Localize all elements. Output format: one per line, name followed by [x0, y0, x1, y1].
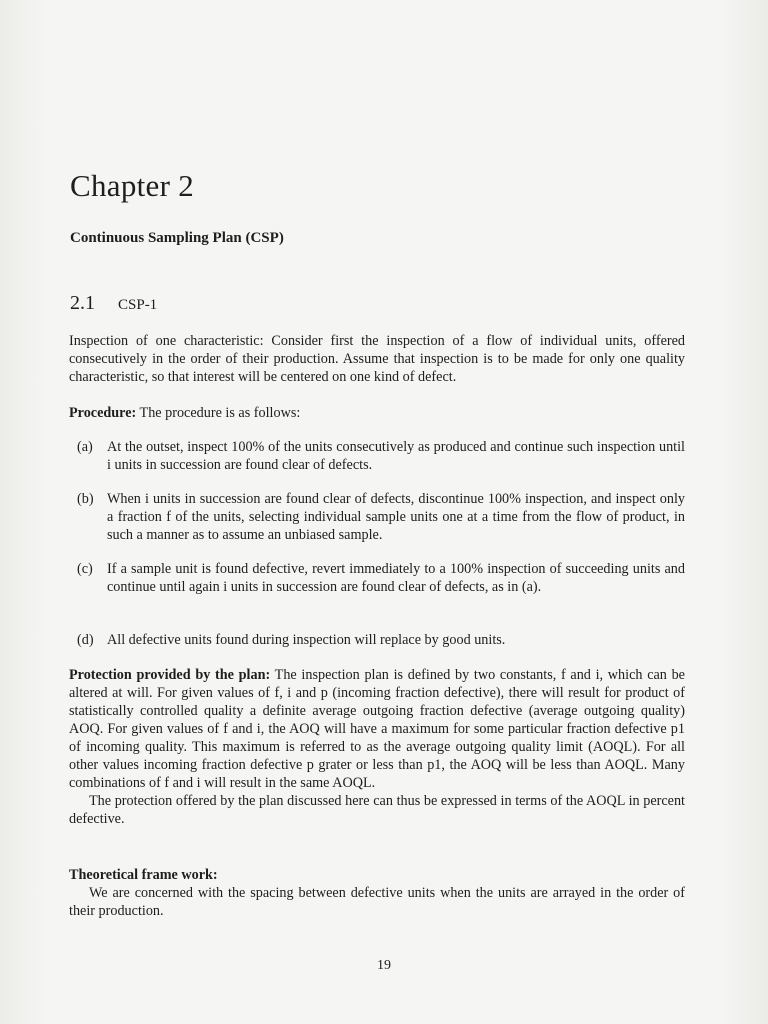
item-text: If a sample unit is found defective, revert immediately to a 100% inspection of succeeding units and continue until again i units in succession are found clear of defects, as in (a). [107, 561, 685, 595]
item-label: (c) [77, 561, 93, 577]
protection-text: The inspection plan is defined by two constants, f and i, which can be altered at will. For given values of f, i and p (incoming fraction defective), there will result for product of statistically controlled quality a definite average outgoing fraction defective (average outgoing quality) AOQ. For given values of f and i, the AOQ will have a maximum for some particular fraction defective p1 of incoming quality. This maximum is referred to as the average outgoing quality limit (AOQL). For all other values incoming fraction defective p grater or less than p1, the AOQ will be less than AOQL. Many combinations of f and i will result in the same AOQL. [69, 667, 685, 791]
section-heading [70, 292, 157, 315]
framework-heading: Theoretical frame work: [69, 867, 218, 883]
protection-block [69, 666, 685, 828]
framework-block [69, 866, 685, 920]
protection-followup: The protection offered by the plan discussed here can thus be expressed in terms of the AOQL in percent defective. [69, 793, 685, 827]
chapter-subtitle: Continuous Sampling Plan (CSP) [70, 230, 284, 246]
procedure-item-d [69, 631, 685, 649]
chapter-title: Chapter 2 [70, 168, 195, 203]
item-label: (b) [77, 491, 94, 507]
intro-text: Inspection of one characteristic: Consider first the inspection of a flow of individual units, offered consecutively in the order of their production. Assume that inspection is to be made for only one quality characteristic, so that interest will be centered on one kind of defect. [69, 333, 685, 385]
section-number: 2.1 [70, 292, 95, 314]
procedure-block [69, 404, 685, 422]
framework-text: We are concerned with the spacing between defective units when the units are arrayed in the order of their production. [69, 885, 685, 919]
procedure-item-c [69, 560, 685, 596]
section-name: CSP-1 [118, 297, 158, 313]
procedure-heading: Procedure: [69, 405, 137, 421]
item-label: (d) [77, 632, 94, 648]
protection-paragraph [69, 666, 685, 792]
procedure-item-a [69, 438, 685, 474]
procedure-item-b [69, 490, 685, 544]
procedure-heading-line [69, 404, 685, 422]
item-text: All defective units found during inspection will replace by good units. [107, 632, 506, 648]
item-text: At the outset, inspect 100% of the units consecutively as produced and continue such inspection until i units in succession are found clear of defects. [107, 439, 685, 473]
protection-heading: Protection provided by the plan: [69, 667, 271, 683]
page-number: 19 [377, 958, 391, 973]
item-text: When i units in succession are found clear of defects, discontinue 100% inspection, and inspect only a fraction f of the units, selecting individual sample units one at a time from the flow of product, in such a manner as to assume an unbiased sample. [107, 491, 685, 543]
item-label: (a) [77, 439, 93, 455]
intro-paragraph [69, 332, 685, 386]
procedure-lead: The procedure is as follows: [136, 405, 301, 421]
